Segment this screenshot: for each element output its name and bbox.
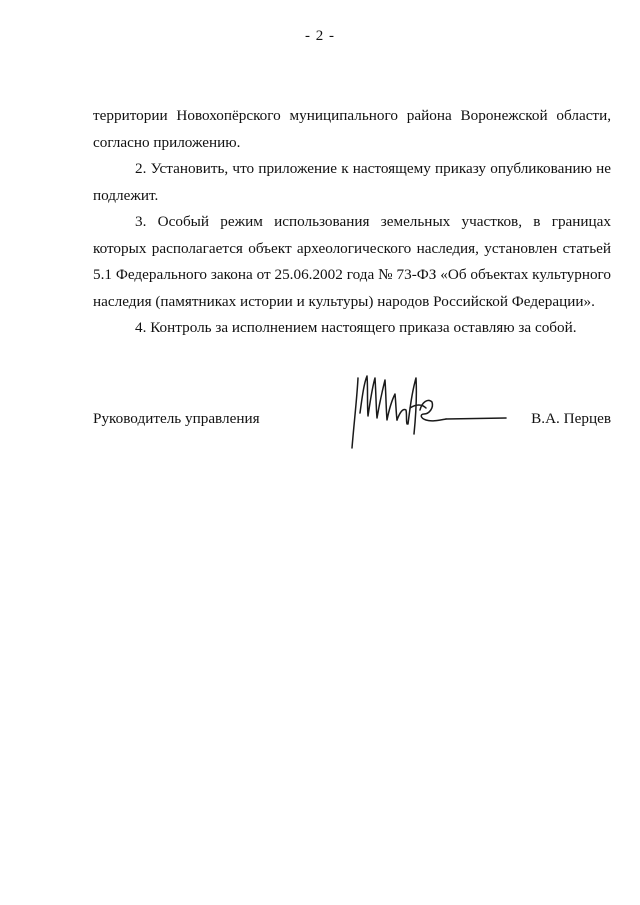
paragraph-continuation: территории Новохопёрского муниципального района Воронежской области, согласно приложению.: [93, 107, 611, 151]
page-number: - 2 -: [305, 28, 335, 44]
position-title: Руководитель управления: [93, 410, 260, 427]
signature-row: [93, 410, 611, 434]
paragraph-2: 2. Установить, что приложение к настоящему приказу опубликованию не подлежит.: [93, 160, 611, 204]
signer-name: В.А. Перцев: [531, 410, 611, 427]
paragraph-3: 3. Особый режим использования земельных участков, в границах которых располагается объект археологического наследия, установлен статьей 5.1 Федерального закона от 25.06.2002 года № 73-ФЗ «Об объектах культурного наследия (памятниках истории и культуры) народов Российской Федерации».: [93, 213, 611, 310]
paragraph-4: 4. Контроль за исполнением настоящего приказа оставляю за собой.: [135, 319, 577, 336]
document-body: [93, 103, 611, 342]
